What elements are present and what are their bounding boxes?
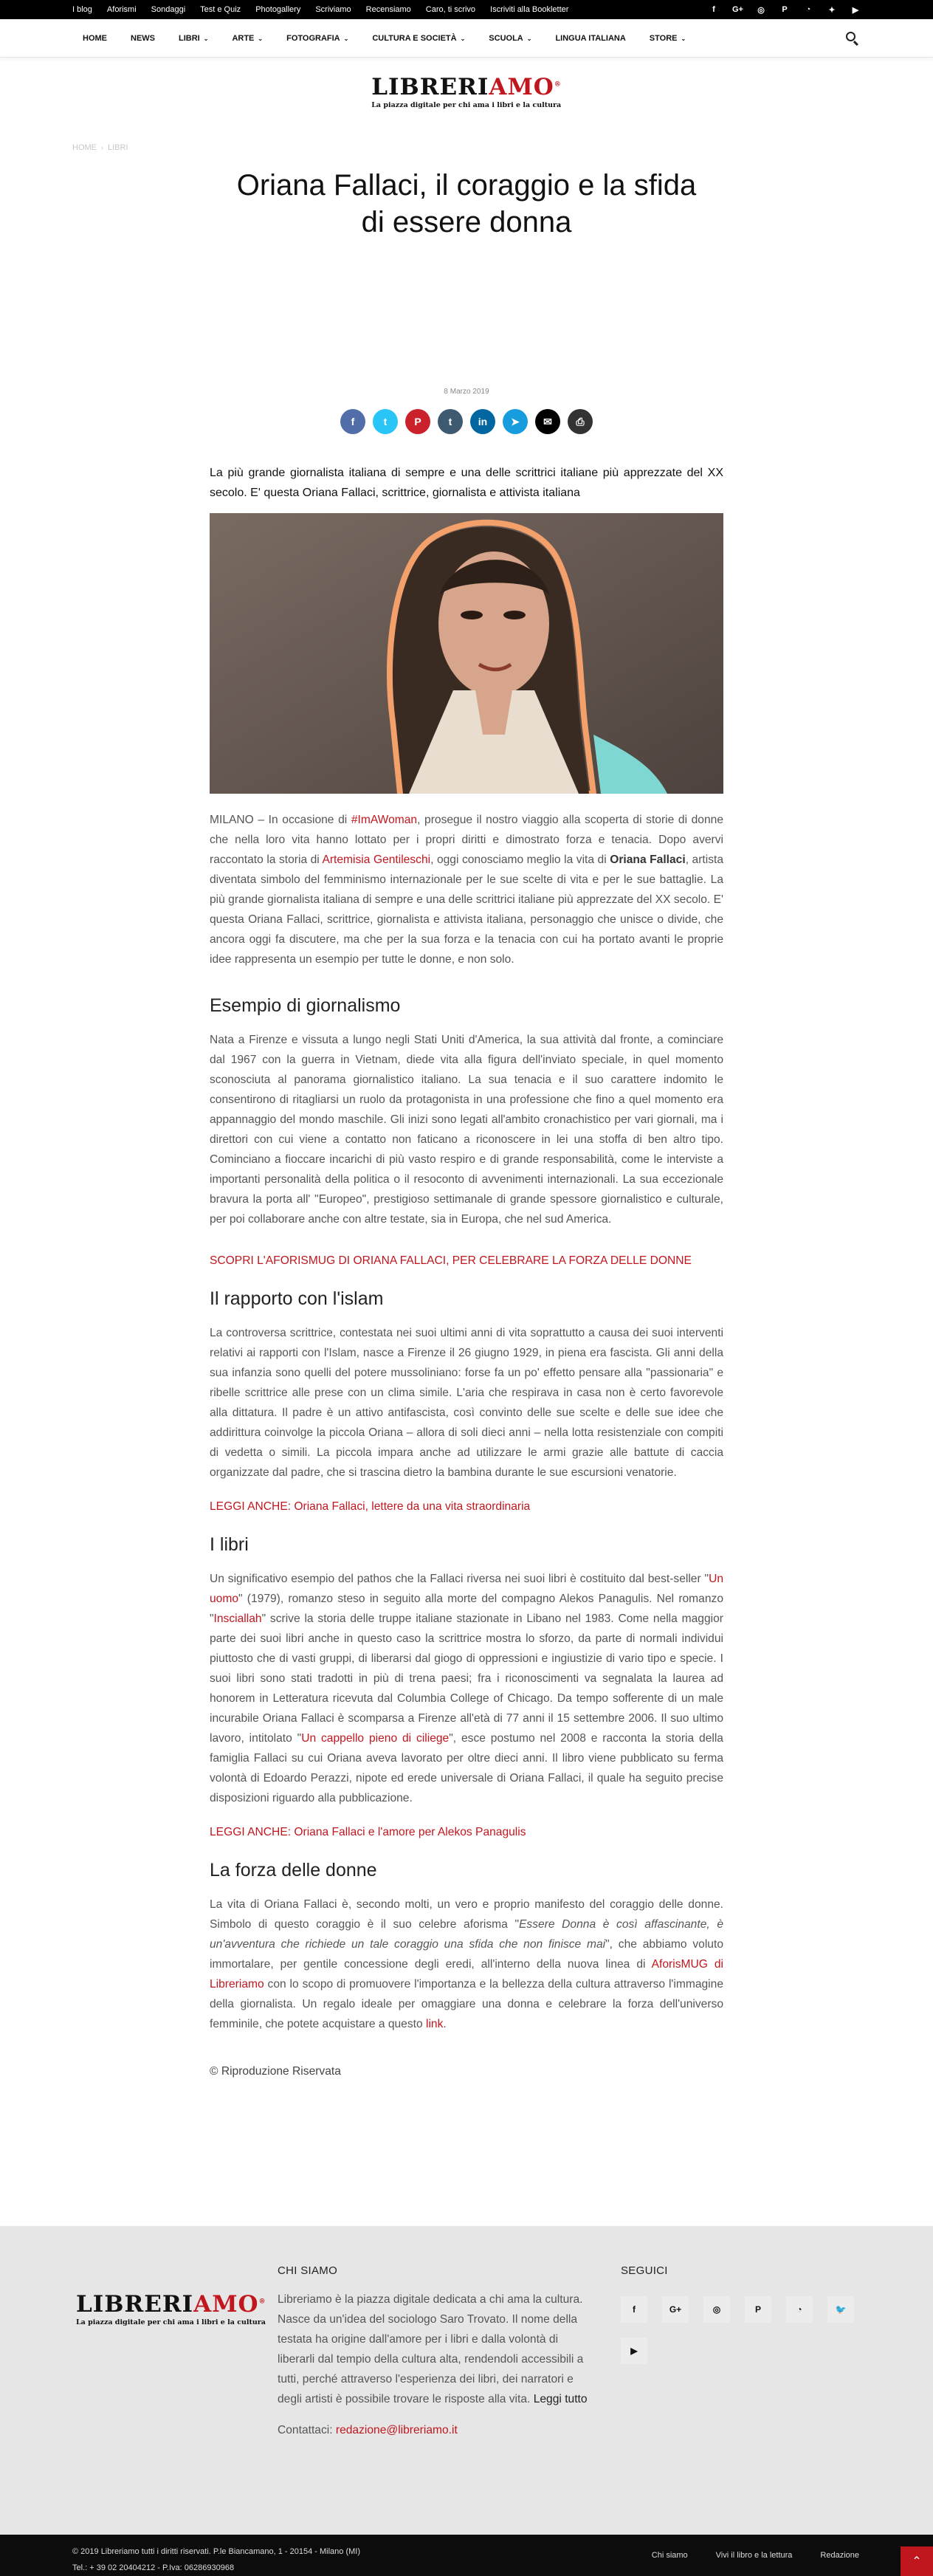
heading-islam: Il rapporto con l'islam (210, 1288, 384, 1309)
footer-logo[interactable]: LIBRERIAMO® La piazza digitale per chi ama i libri e la cultura (76, 2291, 266, 2326)
chevron-down-icon: ⌄ (258, 35, 264, 42)
link-leggi-lettere[interactable]: LEGGI ANCHE: Oriana Fallaci, lettere da una vita straordinaria (210, 1500, 531, 1513)
bottom-link-chi-siamo[interactable]: Chi siamo (651, 2551, 688, 2560)
article-hero-image (210, 513, 723, 794)
paragraph-intro: MILANO – In occasione di #ImAWoman, prosegue il nostro viaggio alla scoperta di storie di donne che nella loro vita hanno lottato per i propri diritti e dimostrato forza e tenacia. Dopo avervi raccontato la storia di Artemisia Gentileschi, oggi conosciamo meglio la vita di Oriana Fallaci, artista diventata simbolo del femminismo internazionale per le sue scelte di vita e per le sue battaglie. La più grande giornalista italiana di sempre e una delle scrittrici italiane più apprezzate del XX secolo. E' questa Oriana Fallaci, scrittrice, giornalista e attivista italiana, personaggio che unisce o divide, che ancora oggi fa discutere, ma che per la sua forza e la tenacia con cui ha portato avanti le proprie idee rappresenta un esempio per tutte le donne, e non solo. (210, 814, 724, 966)
link-imawoman[interactable]: #ImAWoman (351, 814, 418, 826)
heading-forza: La forza delle donne (210, 1860, 377, 1881)
chevron-down-icon: ⌄ (343, 35, 349, 42)
bottom-bar (0, 2535, 933, 2576)
link-acquista[interactable]: link (425, 2018, 444, 2030)
youtube-icon[interactable]: ▶ (621, 2338, 647, 2364)
legal-line-1: © 2019 Libreriamo tutti i diritti riservati. P.le Biancamano, 1 - 20154 - Milano (MI) (72, 2547, 361, 2556)
telegram-icon[interactable]: ➤ (503, 409, 528, 434)
bottom-bar-links (652, 2551, 859, 2560)
site-logo[interactable]: LIBRERIAMO® La piazza digitale per chi ama i libri e la cultura (371, 74, 562, 109)
search-icon[interactable] (844, 30, 861, 47)
legal-line-2: Tel.: + 39 02 20404212 - P.Iva: 06286930968 (72, 2563, 235, 2572)
link-insciallah[interactable]: Insciallah (213, 1612, 262, 1625)
nav-item-news[interactable]: NEWS (131, 33, 155, 43)
top-links (72, 5, 568, 14)
facebook-icon[interactable]: f (712, 5, 715, 14)
breadcrumb-libri[interactable]: LIBRI (108, 143, 128, 152)
footer-contact: Contattaci: redazione@libreriamo.it (278, 2424, 458, 2436)
main-nav-items (83, 34, 686, 43)
email-icon[interactable]: ✉ (535, 409, 560, 434)
chevron-down-icon: ⌄ (681, 35, 686, 42)
nav-item-libri[interactable]: LIBRI ⌄ (179, 33, 209, 43)
instagram-icon[interactable]: ◎ (757, 5, 765, 15)
nav-item-lingua-italiana[interactable]: LINGUA ITALIANA (555, 33, 626, 43)
print-icon[interactable]: ⎙ (568, 409, 593, 434)
footer-social-icons (621, 2296, 854, 2364)
chevron-down-icon: ⌄ (203, 35, 209, 42)
nav-item-cultura-e-società[interactable]: CULTURA E SOCIETÀ ⌄ (372, 33, 466, 43)
linkedin-icon[interactable]: in (470, 409, 495, 434)
article-lead: La più grande giornalista italiana di sempre e una delle scrittrici italiane più apprezzate del XX secolo. E' questa Oriana Fallaci, scrittrice, giornalista e attivista italiana (210, 467, 723, 499)
pinterest-icon[interactable]: P (782, 5, 788, 14)
link-cappello-ciliege[interactable]: Un cappello pieno di ciliege (301, 1732, 450, 1745)
share-buttons (210, 409, 723, 434)
googleplus-icon[interactable]: G+ (662, 2296, 689, 2323)
link-artemisia[interactable]: Artemisia Gentileschi (322, 853, 431, 866)
top-bar (0, 0, 933, 19)
top-link-aforismi[interactable]: Aforismi (106, 5, 137, 14)
breadcrumb: HOME › LIBRI (72, 143, 128, 152)
paragraph-forza: La vita di Oriana Fallaci è, secondo molti, un vero e proprio manifesto del coraggio delle donne. Simbolo di questo coraggio è il suo celebre aforisma "Essere Donna è così affascinante, è un'avventura che richiede un tale coraggio una sfida che non finisce mai", che abbiamo voluto immortalare, per gentile concessione degli eredi, all'interno della nuova linea di AforisMUG di Libreriamo con lo scopo di promuovere l'importanza e la bellezza della cultura attraverso l'immagine della giornalista. Un regalo ideale per omaggiare una donna e celebrare la forza dell'universo femminile, che potete acquistare a questo link. (210, 1898, 723, 2030)
paragraph-islam: La controversa scrittrice, contestata nei suoi ultimi anni di vita soprattutto a causa dei suoi interventi relativi ai rapporti con l'Islam, nasce a Firenze il 26 giugno 1929, in piena era fascista. Gli anni della sua infanzia sono quelli del potere mussoliniano: forse fa un po' effetto pensare alla "passionaria" e ribelle scrittrice alle prese con un clima simile. L'aria che respirava in casa non è certo favorevole alla dittatura. Il padre è un attivo antifascista, così convinto delle sue scelte e delle sue idee che addirittura coinvolge la piccola Oriana – allora di soli dieci anni – nella lotta resistenziale con compiti di vedetta o simili. La piccola impara anche ad utilizzare le armi grazie alle battute di caccia organizzate dal padre, che si trascina dietro la bambina durante le sue escursioni venatorie. (210, 1327, 723, 1479)
facebook-icon[interactable]: f (340, 409, 365, 434)
nav-item-store[interactable]: STORE ⌄ (649, 33, 686, 43)
top-link-photogallery[interactable]: Photogallery (255, 5, 301, 14)
bottom-link-vivi-libro[interactable]: Vivi il libro e la lettura (715, 2551, 793, 2560)
article-date: 8 Marzo 2019 (444, 388, 489, 396)
bottom-bar-legal (72, 2544, 360, 2576)
top-link-recensiamo[interactable]: Recensiamo (365, 5, 411, 14)
link-leggi-alekos[interactable]: LEGGI ANCHE: Oriana Fallaci e l'amore per Alekos Panagulis (210, 1826, 526, 1838)
link-aforismug-cta[interactable]: SCOPRI L'AFORISMUG DI ORIANA FALLACI, PER CELEBRARE LA FORZA DELLE DONNE (210, 1254, 692, 1267)
footer-about-text: Libreriamo è la piazza digitale dedicata a chi ama la cultura. Nasce da un'idea del sociologo Saro Trovato. Il nome della testata ha origine dall'amore per i libri e dalla volontà di liberarli dal tempio della cultura alta, rendendoli accessibili a tutti, perché attraverso l'esperienza dei libri, dei narratori e degli artisti è possibile trovare le risposte alla vita. Leggi tutto (278, 2293, 588, 2405)
article (210, 139, 723, 2078)
bottom-link-redazione[interactable]: Redazione (820, 2551, 859, 2560)
footer-read-more[interactable]: Leggi tutto (533, 2393, 588, 2405)
footer-chi-siamo (278, 2264, 588, 2437)
rss-icon[interactable]: ◔ (786, 2296, 813, 2323)
footer-seguici (621, 2264, 854, 2364)
scroll-to-top-button[interactable] (901, 2546, 933, 2576)
chevron-down-icon: ⌄ (460, 35, 466, 42)
main-nav (0, 19, 933, 58)
article-title: Oriana Fallaci, il coraggio e la sfida di essere donna (236, 169, 697, 238)
twitter-icon[interactable]: ✦ (828, 5, 836, 15)
chevron-down-icon: ⌄ (526, 35, 532, 42)
top-link-scriviamo[interactable]: Scriviamo (315, 5, 351, 14)
top-link-bookletter[interactable]: Iscriviti alla Bookletter (490, 5, 569, 14)
nav-item-scuola[interactable]: SCUOLA ⌄ (489, 33, 532, 43)
copyright-notice: © Riproduzione Riservata (210, 2065, 341, 2078)
footer-seguici-title: SEGUICI (621, 2264, 668, 2277)
chevron-up-icon: ⌃ (912, 2555, 922, 2568)
pinterest-icon[interactable]: P (405, 409, 430, 434)
top-link-test-quiz[interactable]: Test e Quiz (200, 5, 241, 14)
link-un-uomo[interactable]: Un uomo (210, 1573, 723, 1605)
facebook-icon[interactable]: f (621, 2296, 647, 2323)
nav-item-home[interactable]: HOME (83, 33, 107, 43)
breadcrumb-home[interactable]: HOME (72, 143, 97, 152)
heading-giornalismo: Esempio di giornalismo (210, 995, 401, 1016)
twitter-icon[interactable]: 🐦 (827, 2296, 854, 2323)
twitter-icon[interactable]: t (373, 409, 398, 434)
top-social (709, 5, 861, 15)
footer (0, 2226, 933, 2535)
pinterest-icon[interactable]: P (745, 2296, 771, 2323)
tumblr-icon[interactable]: t (438, 409, 463, 434)
top-link-caro-ti-scrivo[interactable]: Caro, ti scrivo (425, 5, 476, 14)
paragraph-giornalismo: Nata a Firenze e vissuta a lungo negli Stati Uniti d'America, la sua attività dal fronte, a cominciare dal 1967 con la guerra in Vietnam, diede vita alla figura dell'inviato speciale, in quel momento sconosciuta al panorama giornalistico italiano. La sua tenacia e il suo carattere indomito le consentirono di ritagliarsi un ruolo da protagonista in una professione che fino a quel momento era appannaggio del mondo maschile. Gli inizi sono legati all'ambito cronachistico per vari giornali, ma i direttori con cui viene a contatto non faticano a riconoscere in lei una stoffa di ben altro tipo. Cominciano a fioccare incarichi di più vasto respiro e di grande responsabilità, come le interviste a importanti personalità della politica o il resoconto di avvenimenti internazionali. La sua eccezionale bravura la porta all' "Europeo", prestigioso settimanale di grande spessore giornalistico e culturale, per poi collaborare anche con altre testate, sia in Europa, che nel sud America. (210, 1034, 723, 1226)
top-link-blog[interactable]: I blog (72, 5, 92, 14)
rss-icon[interactable]: ◔ (805, 5, 811, 14)
youtube-icon[interactable]: ▶ (852, 5, 859, 15)
site-logo-area (0, 58, 933, 139)
footer-chi-siamo-title: CHI SIAMO (278, 2264, 338, 2277)
googleplus-icon[interactable]: G+ (732, 5, 743, 14)
heading-libri: I libri (210, 1534, 249, 1555)
footer-contact-email[interactable]: redazione@libreriamo.it (335, 2424, 458, 2436)
instagram-icon[interactable]: ◎ (703, 2296, 730, 2323)
paragraph-libri: Un significativo esempio del pathos che la Fallaci riversa nei suoi libri è costituito dal best-seller "Un uomo" (1979), romanzo steso in seguito alla morte del compagno Alekos Panagulis. Nel romanzo "Insciallah" scrive la storia delle truppe italiane stazionate in Libano nel 1983. Come nella maggior parte dei suoi libri anche in questo caso la scrittrice mostra lo sforzo, da parte di normali individui piuttosto che di vasti gruppi, di liberarsi dal giogo di oppressioni e ingiustizie di vario tipo e specie. I suoi libri sono stati tradotti in più di trena paesi; fra i riconoscimenti va segnalata la laurea ad honorem in Letteratura ricevuta dal Columbia College of Chicago. Da tempo sofferente di un male incurabile Oriana Fallaci è scomparsa a Firenze all'età di 77 anni il 15 settembre 2006. Il suo ultimo lavoro, intitolato "Un cappello pieno di ciliege", esce postumo nel 2008 e racconta la storia della famiglia Fallaci su cui Oriana aveva lavorato per oltre dieci anni. Il libro viene pubblicato su ferma volontà di Edoardo Perazzi, nipote ed erede universale di Oriana Fallaci, il quale ha seguito precise disposizioni riguardo alla pubblicazione. (210, 1573, 723, 1804)
site-tagline: La piazza digitale per chi ama i libri e la cultura (371, 101, 562, 109)
nav-item-arte[interactable]: ARTE ⌄ (232, 33, 264, 43)
link-aforismug[interactable]: AforisMUG di Libreriamo (210, 1958, 723, 1991)
top-link-sondaggi[interactable]: Sondaggi (151, 5, 186, 14)
nav-item-fotografia[interactable]: FOTOGRAFIA ⌄ (286, 33, 349, 43)
